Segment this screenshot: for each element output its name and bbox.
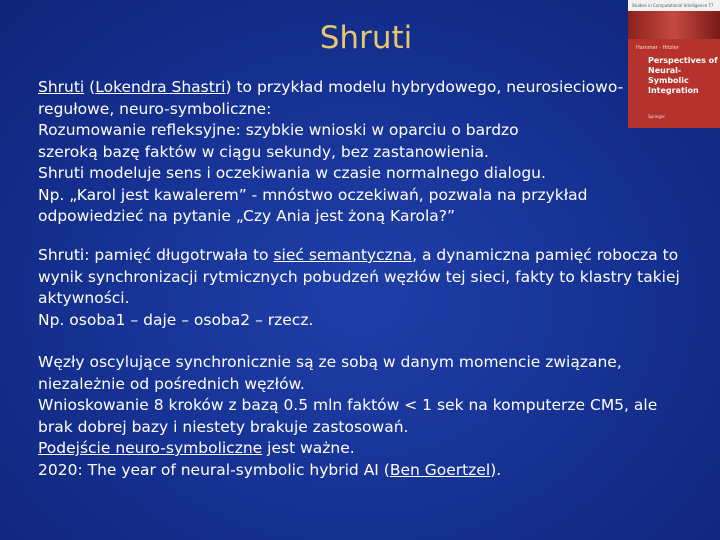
paragraph-shruti-intro bbox=[38, 77, 628, 228]
text-line: szeroką bazę faktów w ciągu sekundy, bez zastanowienia. bbox=[38, 142, 489, 161]
text-span: 2020: The year of neural-symbolic hybrid AI ( bbox=[38, 460, 390, 479]
text-line: Np. „Karol jest kawalerem” - mnóstwo oczekiwań, pozwala na przykład bbox=[38, 185, 588, 204]
text-line: Np. osoba1 – daje – osoba2 – rzecz. bbox=[38, 310, 314, 329]
book-title: Perspectives of Neural-Symbolic Integration bbox=[648, 56, 718, 95]
slide-title: Shruti bbox=[319, 20, 413, 56]
text-line bbox=[38, 245, 710, 267]
text-line: wynik synchronizacji rytmicznych pobudzeń węzłów tej sieci, fakty to klastry takiej bbox=[38, 267, 680, 286]
link-podejscie-neuro-symboliczne[interactable]: Podejście neuro-symboliczne bbox=[38, 439, 263, 457]
text-span: jest ważne. bbox=[262, 439, 355, 457]
text-span: ) to przykład modelu hybrydowego, neurosieciowo- bbox=[225, 78, 624, 96]
link-siec-semantyczna[interactable]: sieć semantyczna bbox=[273, 246, 413, 264]
text-line: niezależnie od pośrednich węzłów. bbox=[38, 374, 305, 393]
book-cover-image bbox=[628, 0, 720, 128]
link-lokendra-shastri[interactable]: Lokendra Shastri bbox=[95, 78, 226, 96]
text-line bbox=[38, 460, 710, 482]
text-line: Wnioskowanie 8 kroków z bazą 0.5 mln faktów < 1 sek na komputerze CM5, ale bbox=[38, 396, 658, 414]
book-cover-art bbox=[628, 11, 720, 39]
text-line: brak dobrej bazy i niestety brakuje zastosowań. bbox=[38, 417, 409, 436]
paragraph-memory bbox=[38, 245, 710, 331]
text-line: Shruti modeluje sens i oczekiwania w czasie normalnego dialogu. bbox=[38, 164, 546, 182]
text-line bbox=[38, 77, 628, 99]
book-authors: Hammer · Hitzler bbox=[636, 45, 679, 51]
link-shruti[interactable]: Shruti bbox=[38, 78, 85, 96]
book-series-strip: Studies in Computational Intelligence 77 bbox=[628, 0, 720, 11]
link-ben-goertzel[interactable]: Ben Goertzel bbox=[389, 460, 491, 479]
text-span: ). bbox=[490, 460, 502, 479]
text-line: odpowiedzieć na pytanie „Czy Ania jest żoną Karola?” bbox=[38, 207, 456, 225]
text-span: ( bbox=[84, 78, 96, 96]
text-line bbox=[38, 438, 710, 460]
text-line: regułowe, neuro-symboliczne: bbox=[38, 99, 272, 118]
text-span: Shruti: pamięć długotrwała to bbox=[38, 246, 274, 264]
paragraph-oscillating-nodes bbox=[38, 352, 710, 481]
text-line: Rozumowanie refleksyjne: szybkie wnioski w oparciu o bardzo bbox=[38, 121, 519, 139]
text-span: , a dynamiczna pamięć robocza to bbox=[412, 246, 679, 264]
text-line: aktywności. bbox=[38, 289, 130, 307]
text-line: Węzły oscylujące synchronicznie są ze sobą w danym momencie związane, bbox=[38, 353, 622, 371]
book-publisher: Springer bbox=[648, 114, 666, 119]
